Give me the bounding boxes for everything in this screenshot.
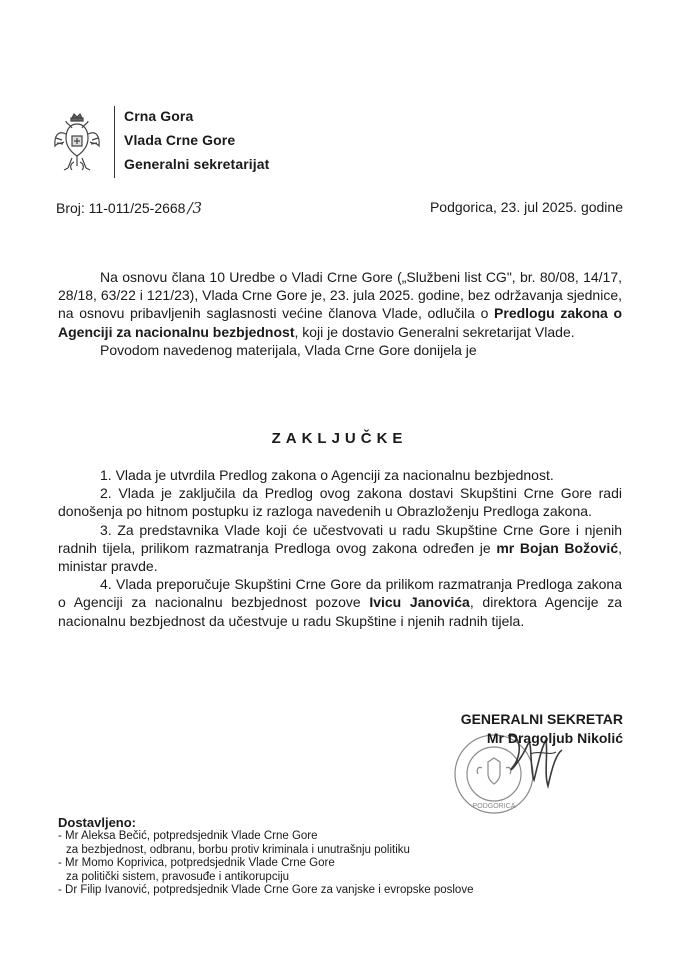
distribution-list [58, 830, 473, 898]
document-date: Podgorica, 23. jul 2025. godine [429, 199, 623, 215]
document-number-text: Broj: 11-011/25-2668 [56, 200, 186, 216]
header-government: Vlada Crne Gore [124, 132, 236, 148]
distribution-label: Dostavljeno: [58, 815, 137, 830]
header-country: Crna Gora [124, 108, 194, 124]
distribution-item: - Mr Momo Koprivica, potpredsjednik Vlade Crne Gore [58, 857, 335, 870]
invitee-name: Ivicu Janovića [369, 594, 470, 611]
header-divider [114, 106, 115, 178]
conclusion-2: 2. Vlada je zaključila da Predlog ovog zakona dostavi Skupštini Crne Gore radi donošenja po hitnom postupku iz razloga navedenih u Obrazloženju Predloga zakona. [58, 485, 622, 520]
conclusions-heading: ZAKLJUČKE [271, 430, 408, 447]
law-title: Predlogu zakona o Agenciji za nacionalnu bezbjednost [58, 305, 622, 340]
stamp-city: PODGORICA [472, 803, 516, 810]
montenegro-coat-of-arms-icon [52, 112, 102, 174]
distribution-item: - Mr Aleksa Bečić, potpredsjednik Vlade Crne Gore [58, 830, 318, 842]
distribution-item: - Dr Filip Ivanović, potpredsjednik Vlade Crne Gore za vanjske i evropske poslove [58, 884, 474, 897]
conclusion-1: 1. Vlada je utvrdila Predlog zakona o Agenciji za nacionalnu bezbjednost. [100, 467, 554, 483]
document-number [56, 199, 202, 217]
distribution-item-detail: za politički sistem, pravosuđe i antikorupciju [66, 870, 290, 883]
signatory-title: GENERALNI SEKRETAR [460, 711, 623, 727]
handwritten-number: /3 [187, 199, 203, 217]
conclusion-4: 4. Vlada preporučuje Skupštini Crne Gore da prilikom razmatranja Predloga zakona o Agenciji za nacionalnu bezbjednost pozove Ivicu Janovića, direktora Agencije za nacionalnu bezbjednost da učestvuje u radu Skupštine i njenih radnih tijela. [58, 576, 622, 629]
distribution-item-detail: za bezbjednost, odbranu, borbu protiv kriminala i unutrašnju politiku [66, 843, 410, 856]
conclusions-list [58, 466, 622, 630]
signatory-name: Mr Dragoljub Nikolić [486, 730, 623, 746]
intro-paragraph-2: Povodom navedenog materijala, Vlada Crne Gore donijela je [100, 341, 477, 358]
intro-paragraph: Na osnovu člana 10 Uredbe o Vladi Crne Gore („Službeni list CG", br. 80/08, 14/17, 28/18, 63/22 i 121/23), Vlada Crne Gore je, 23. jula 2025. godine, bez održavanja sjednice, na osnovu pribavljenih saglasnosti većine članova Vlade, odlučila o Predlogu zakona o Agenciji za nacionalnu bezbjednost, koji je dostavio Generalni sekretarijat Vlade. [58, 269, 622, 340]
header-secretariat: Generalni sekretarijat [124, 156, 270, 172]
intro-block [58, 268, 622, 359]
representative-name: mr Bojan Božović [496, 539, 619, 556]
conclusion-3: 3. Za predstavnika Vlade koji će učestvovati u radu Skupštine Crne Gore i njenih radnih tijela, prilikom razmatranja Predloga ovog zakona određen je mr Bojan Božović, ministar pravde. [58, 521, 622, 575]
